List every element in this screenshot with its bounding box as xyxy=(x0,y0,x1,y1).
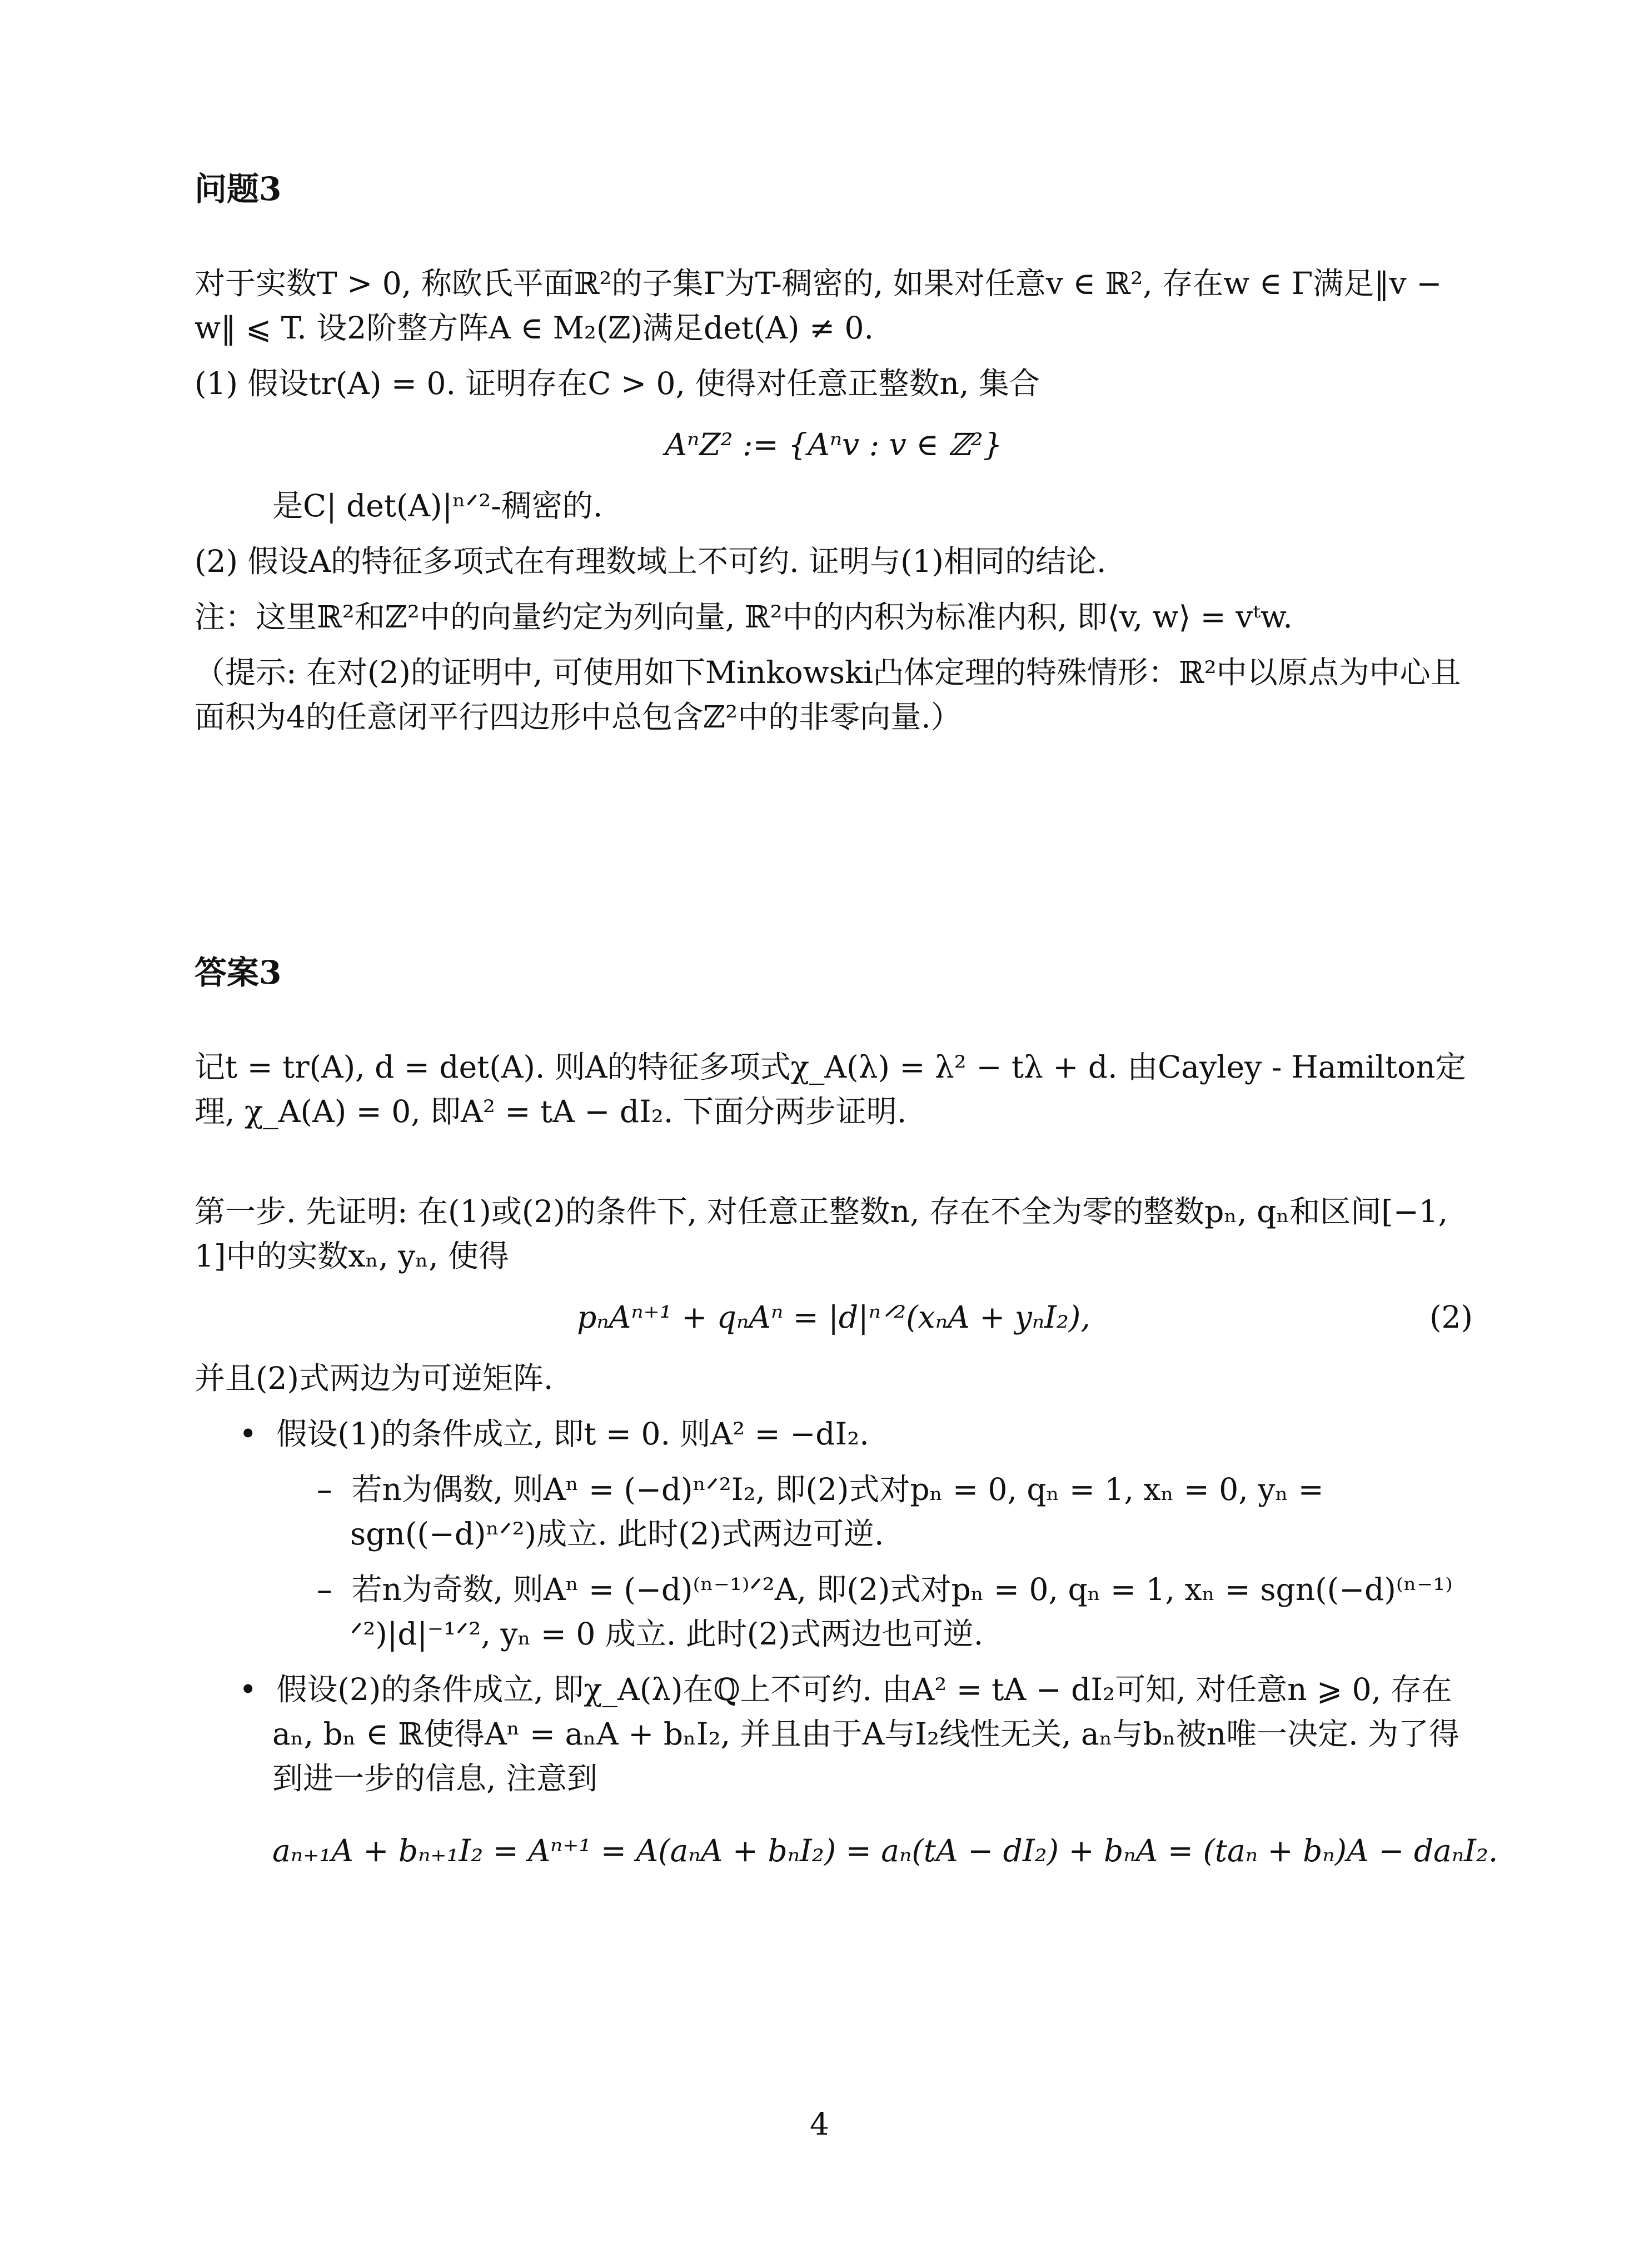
bullet-item-condition-2: • 假设(2)的条件成立, 即χ_A(λ)在ℚ上不可约. 由A² = tA − dI₂可知, 对任意n ⩾ 0, 存在aₙ, bₙ ∈ ℝ使得Aⁿ = aₙA + bₙI₂, 并且由于A与I₂线性无关, aₙ与bₙ被n唯一决定. 为了得到进一步的信息, 注意到 xyxy=(239,1672,1460,1796)
section-gap xyxy=(195,750,1473,950)
dash-text-even: 若n为偶数, 则Aⁿ = (−d)ⁿᐟ²I₂, 即(2)式对pₙ = 0, qₙ = 1, xₙ = 0, yₙ = sgn((−d)ⁿᐟ²)成立. 此时(2)式两边可逆. xyxy=(350,1472,1324,1552)
equation-2-body: pₙAⁿ⁺¹ + qₙAⁿ = |d|ⁿᐟ²(xₙA + yₙI₂), xyxy=(577,1299,1090,1335)
dash-item-odd: – 若n为奇数, 则Aⁿ = (−d)⁽ⁿ⁻¹⁾ᐟ²A, 即(2)式对pₙ = 0, qₙ = 1, xₙ = sgn((−d)⁽ⁿ⁻¹⁾ᐟ²)|d|⁻¹ᐟ², yₙ = 0 成立. 此时(2)式两边也可逆. xyxy=(317,1572,1453,1652)
answer-intro: 记t = tr(A), d = det(A). 则A的特征多项式χ_A(λ) = λ² − tλ + d. 由Cayley - Hamilton定理, χ_A(A) = 0, 即A² = tA − dI₂. 下面分两步证明. xyxy=(195,1049,1466,1129)
page-content xyxy=(195,167,1498,1873)
display-equation-recurrence: aₙ₊₁A + bₙ₊₁I₂ = Aⁿ⁺¹ = A(aₙA + bₙI₂) = aₙ(tA − dI₂) + bₙA = (taₙ + bₙ)A − daₙI₂. xyxy=(272,1833,1498,1868)
page-number: 4 xyxy=(810,2106,829,2142)
equation-2 xyxy=(195,1295,1473,1339)
paragraph-gap xyxy=(195,1145,1473,1189)
problem-intro: 对于实数T > 0, 称欧氏平面ℝ²的子集Γ为T-稠密的, 如果对任意v ∈ ℝ², 存在w ∈ Γ满足‖v − w‖ ⩽ T. 设2阶整方阵A ∈ M₂(ℤ)满足det(A) ≠ 0. xyxy=(195,266,1442,346)
dash-text-odd: 若n为奇数, 则Aⁿ = (−d)⁽ⁿ⁻¹⁾ᐟ²A, 即(2)式对pₙ = 0, qₙ = 1, xₙ = sgn((−d)⁽ⁿ⁻¹⁾ᐟ²)|d|⁻¹ᐟ², yₙ = 0 成立. 此时(2)式两边也可逆. xyxy=(350,1572,1453,1652)
problem-heading: 问题3 xyxy=(195,170,282,208)
answer-heading: 答案3 xyxy=(195,954,282,991)
problem-part-2: (2) 假设A的特征多项式在有理数域上不可约. 证明与(1)相同的结论. xyxy=(195,544,1107,579)
problem-part-1-conclusion: 是C| det(A)|ⁿᐟ²-稠密的. xyxy=(272,488,603,524)
dash-item-even: – 若n为偶数, 则Aⁿ = (−d)ⁿᐟ²I₂, 即(2)式对pₙ = 0, qₙ = 1, xₙ = 0, yₙ = sgn((−d)ⁿᐟ²)成立. 此时(2)式两边可逆. xyxy=(317,1472,1324,1552)
problem-note: 注：这里ℝ²和ℤ²中的向量约定为列向量, ℝ²中的内积为标准内积, 即⟨v, w⟩ = vᵗw. xyxy=(195,599,1293,635)
bullet-text-1: 假设(1)的条件成立, 即t = 0. 则A² = −dI₂. xyxy=(276,1416,869,1452)
bullet-text-2: 假设(2)的条件成立, 即χ_A(λ)在ℚ上不可约. 由A² = tA − dI₂可知, 对任意n ⩾ 0, 存在aₙ, bₙ ∈ ℝ使得Aⁿ = aₙA + bₙI₂, 并且由于A与I₂线性无关, aₙ与bₙ被n唯一决定. 为了得到进一步的信息, 注意到 xyxy=(272,1672,1460,1796)
answer-step-1: 第一步. 先证明: 在(1)或(2)的条件下, 对任意正整数n, 存在不全为零的整数pₙ, qₙ和区间[−1, 1]中的实数xₙ, yₙ, 使得 xyxy=(195,1194,1448,1274)
problem-hint: （提示: 在对(2)的证明中, 可使用如下Minkowski凸体定理的特殊情形：ℝ²中以原点为中心且面积为4的任意闭平行四边形中总包含ℤ²中的非零向量.） xyxy=(195,655,1461,735)
problem-part-1: (1) 假设tr(A) = 0. 证明存在C > 0, 使得对任意正整数n, 集合 xyxy=(195,366,1040,401)
display-equation-set: AⁿZ² := {Aⁿv : v ∈ ℤ²} xyxy=(665,427,1003,462)
answer-step-1-tail: 并且(2)式两边为可逆矩阵. xyxy=(195,1360,554,1396)
bullet-item-condition-1: • 假设(1)的条件成立, 即t = 0. 则A² = −dI₂. xyxy=(239,1416,869,1452)
equation-2-number: (2) xyxy=(1429,1299,1473,1335)
